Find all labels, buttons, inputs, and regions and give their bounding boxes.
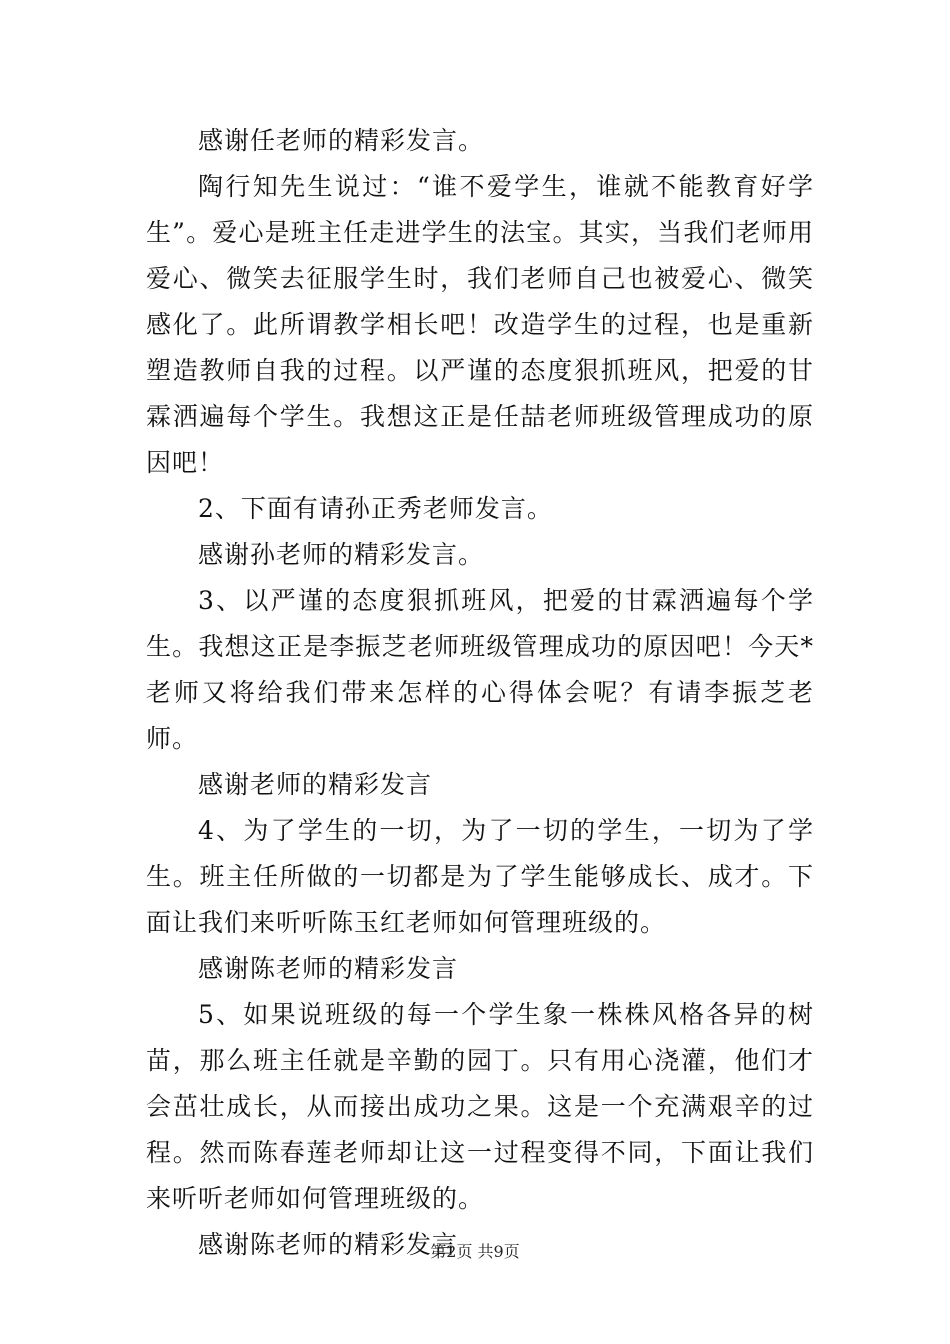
paragraph-thanks-chen-2: 感谢陈老师的精彩发言 bbox=[198, 1230, 459, 1259]
paragraph-thanks-ren: 感谢任老师的精彩发言。 bbox=[198, 126, 485, 155]
paragraph-thanks-teacher: 感谢老师的精彩发言 bbox=[198, 770, 433, 799]
paragraph-item-4: 4、为了学生的一切，为了一切的学生，一切为了学生。班主任所做的一切都是为了学生能够成长、成才。下面让我们来听听陈玉红老师如何管理班级的。 bbox=[146, 816, 814, 937]
page-footer: 第2页 共9页 bbox=[430, 1242, 520, 1261]
document-body bbox=[146, 118, 814, 1268]
paragraph-tao-xingzhi-quote: 陶行知先生说过：“谁不爱学生，谁就不能教育好学生”。爱心是班主任走进学生的法宝。其实，当我们老师用爱心、微笑去征服学生时，我们老师自己也被爱心、微笑感化了。此所谓教学相长吧！改造学生的过程，也是重新塑造教师自我的过程。以严谨的态度狠抓班风，把爱的甘霖洒遍每个学生。我想这正是任喆老师班级管理成功的原因吧！ bbox=[146, 172, 814, 477]
paragraph-thanks-sun: 感谢孙老师的精彩发言。 bbox=[198, 540, 485, 569]
paragraph-item-5: 5、如果说班级的每一个学生象一株株风格各异的树苗，那么班主任就是辛勤的园丁。只有用心浇灌，他们才会茁壮成长，从而接出成功之果。这是一个充满艰辛的过程。然而陈春莲老师却让这一过程变得不同，下面让我们来听听老师如何管理班级的。 bbox=[146, 1000, 814, 1213]
paragraph-item-3: 3、以严谨的态度狠抓班风，把爱的甘霖洒遍每个学生。我想这正是李振芝老师班级管理成功的原因吧！今天*老师又将给我们带来怎样的心得体会呢？有请李振芝老师。 bbox=[146, 586, 814, 753]
paragraph-thanks-chen-1: 感谢陈老师的精彩发言 bbox=[198, 954, 459, 983]
paragraph-item-2: 2、下面有请孙正秀老师发言。 bbox=[198, 494, 553, 523]
